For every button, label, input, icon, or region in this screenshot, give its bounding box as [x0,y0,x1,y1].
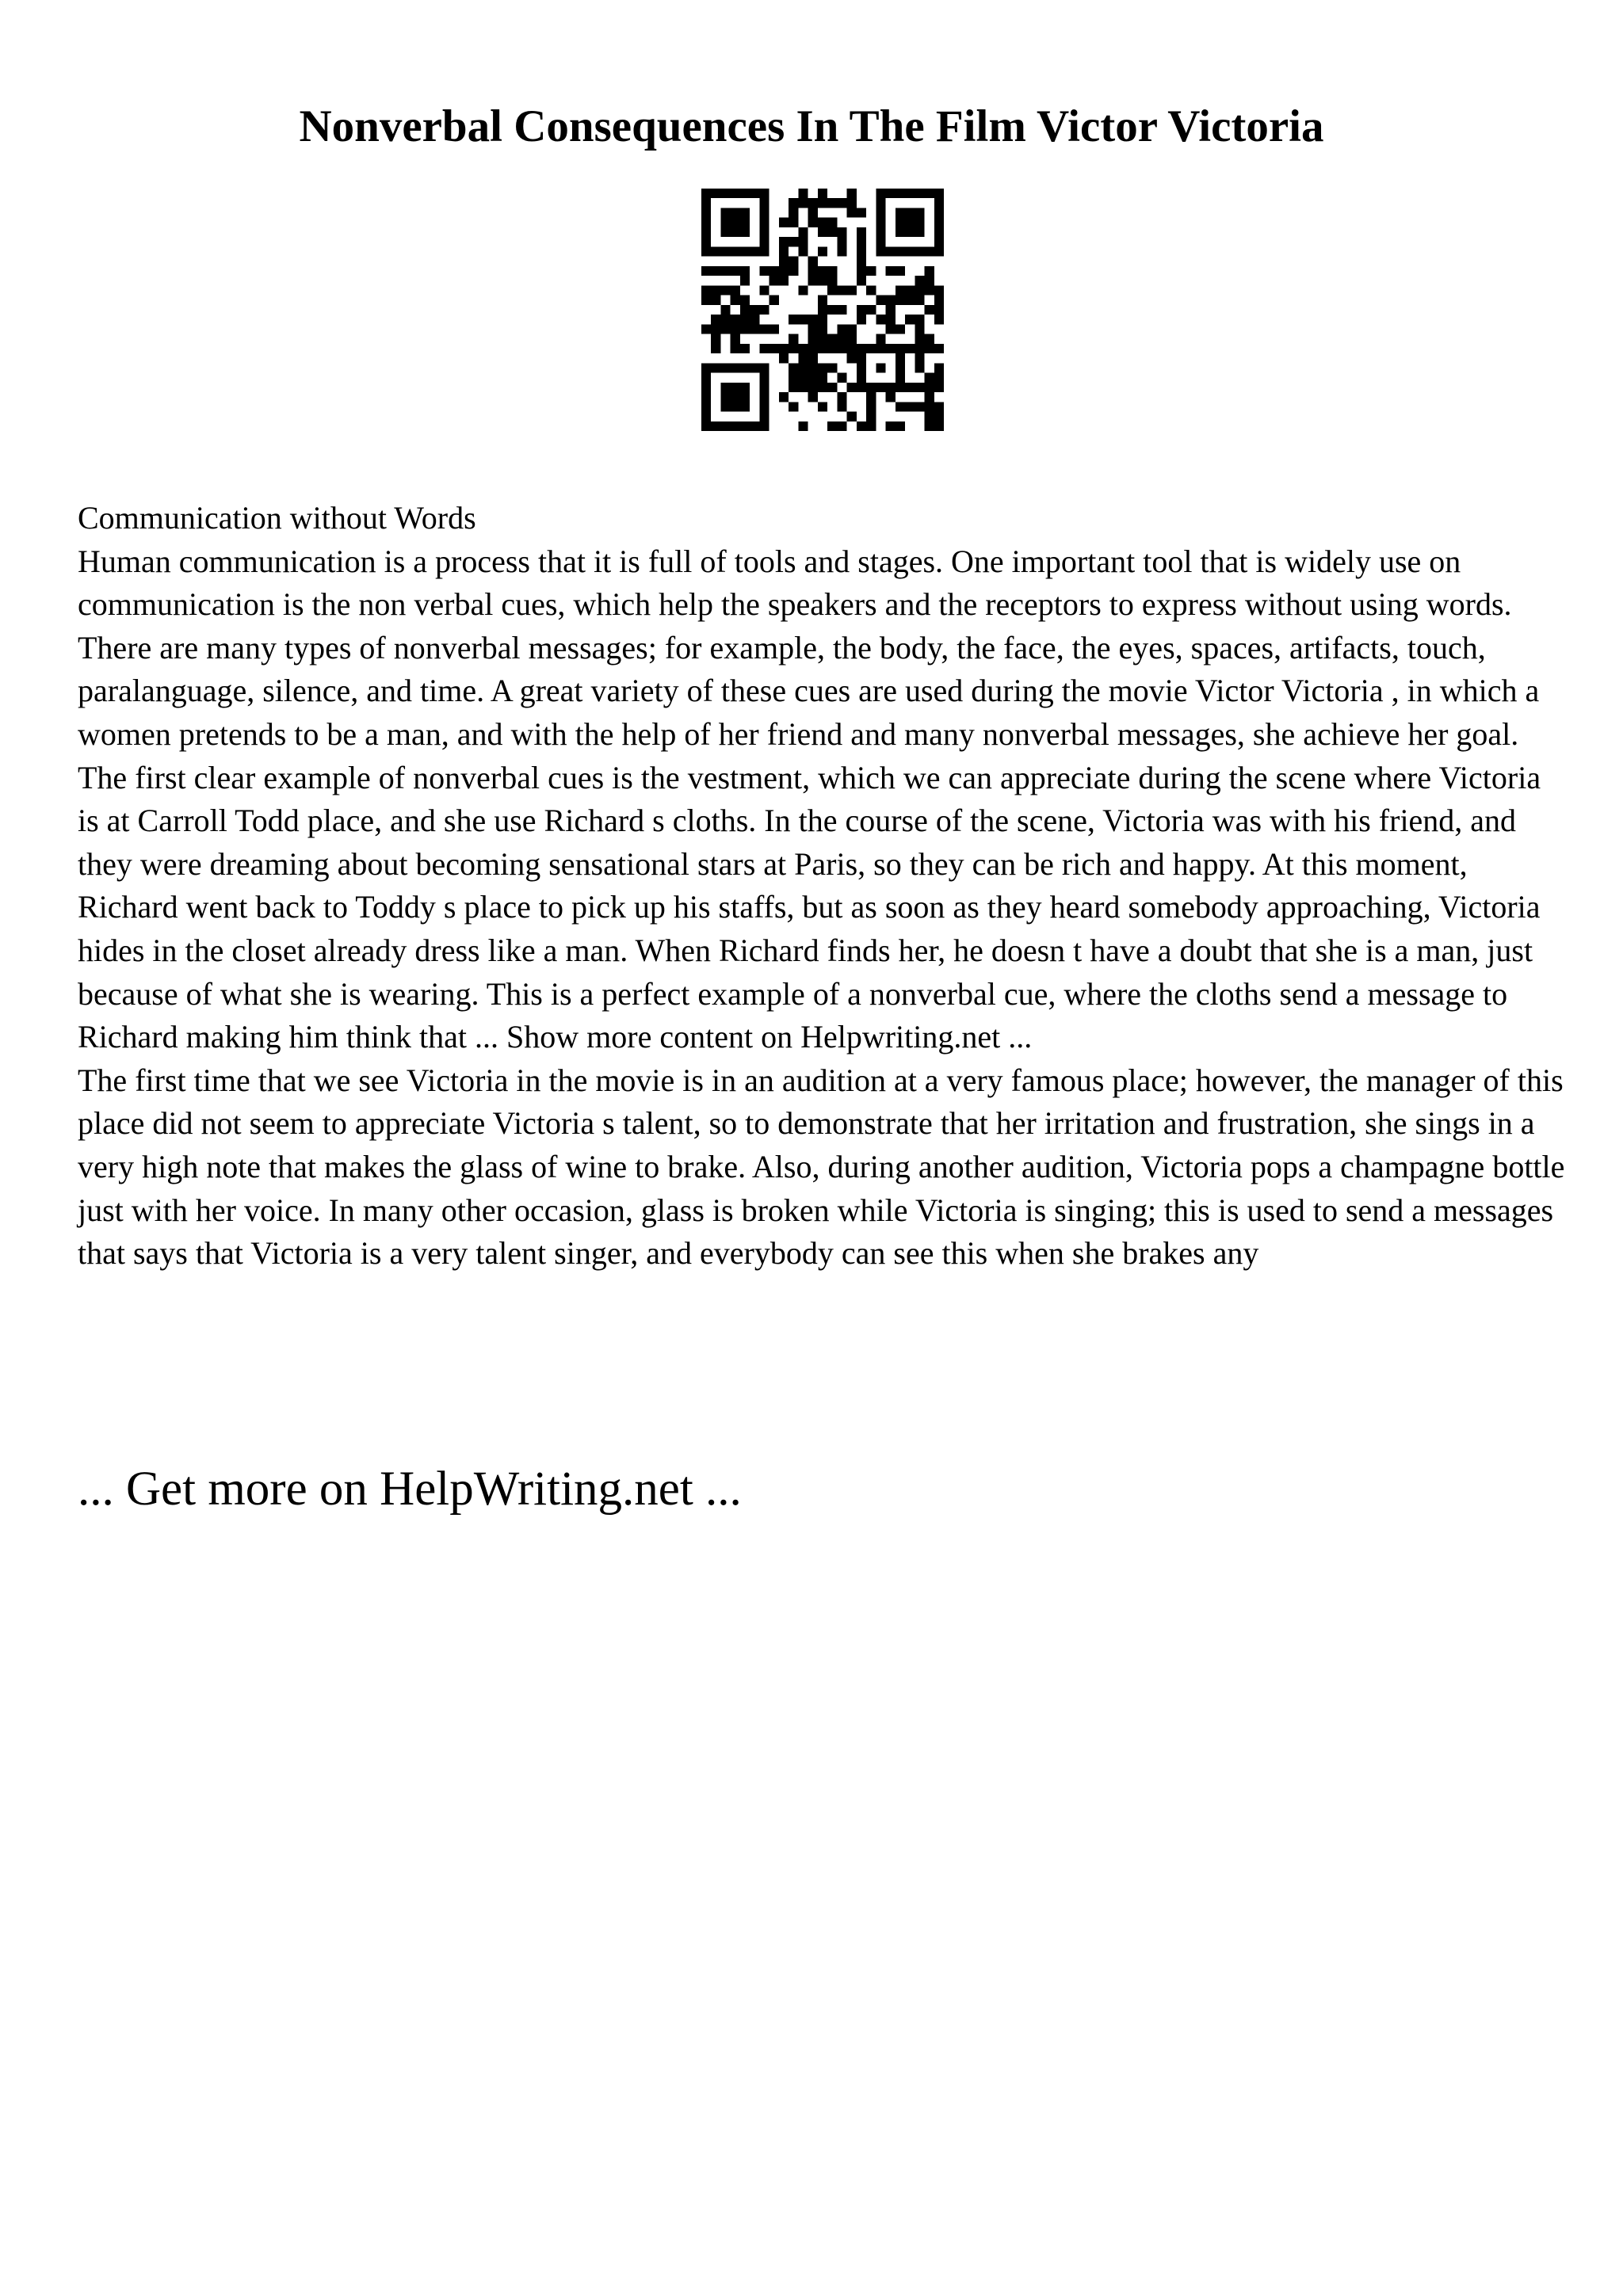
get-more-link[interactable]: ... Get more on HelpWriting.net ... [78,1463,742,1516]
paragraph-vestment: The first clear example of nonverbal cues is the vestment, which we can appreciate during the scene where Victoria is at Carroll Todd place, and she use Richard s cloths. In the course of the scene, Victoria was with his friend, and they were dreaming about becoming sensational stars at Paris, so they can be rich and happy. At this moment, Richard went back to Toddy s place to pick up his staffs, but as soon as they heard somebody approaching, Victoria hides in the closet already dress like a man. When Richard finds her, he doesn t have a doubt that she is a man, just because of what she is wearing. This is a perfect example of a nonverbal cue, where the cloths send a message to Richard making him think that ... Show more content on Helpwriting.net ... [78,759,1541,1055]
qr-code-icon [701,189,944,431]
article-body [78,497,1568,1276]
paragraph-audition: The first time that we see Victoria in the movie is in an audition at a very famous place; however, the manager of this place did not seem to appreciate Victoria s talent, so to demonstrate that her irritation and frustration, she sings in a very high note that makes the glass of wine to brake. Also, during another audition, Victoria pops a champagne bottle just with her voice. In many other occasion, glass is broken while Victoria is singing; this is used to send a messages that says that Victoria is a very talent singer, and everybody can see this when she brakes any [78,1062,1565,1272]
page-title: Nonverbal Consequences In The Film Victor Victoria [299,101,1324,151]
paragraph-intro: Human communication is a process that it is full of tools and stages. One important tool that is widely use on communication is the non verbal cues, which help the speakers and the receptors to express without using words. There are many types of nonverbal messages; for example, the body, the face, the eyes, spaces, artifacts, touch, paralanguage, silence, and time. A great variety of these cues are used during the movie Victor Victoria , in which a women pretends to be a man, and with the help of her friend and many nonverbal messages, she achieve her goal. [78,543,1540,752]
section-heading: Communication without Words [78,500,476,536]
